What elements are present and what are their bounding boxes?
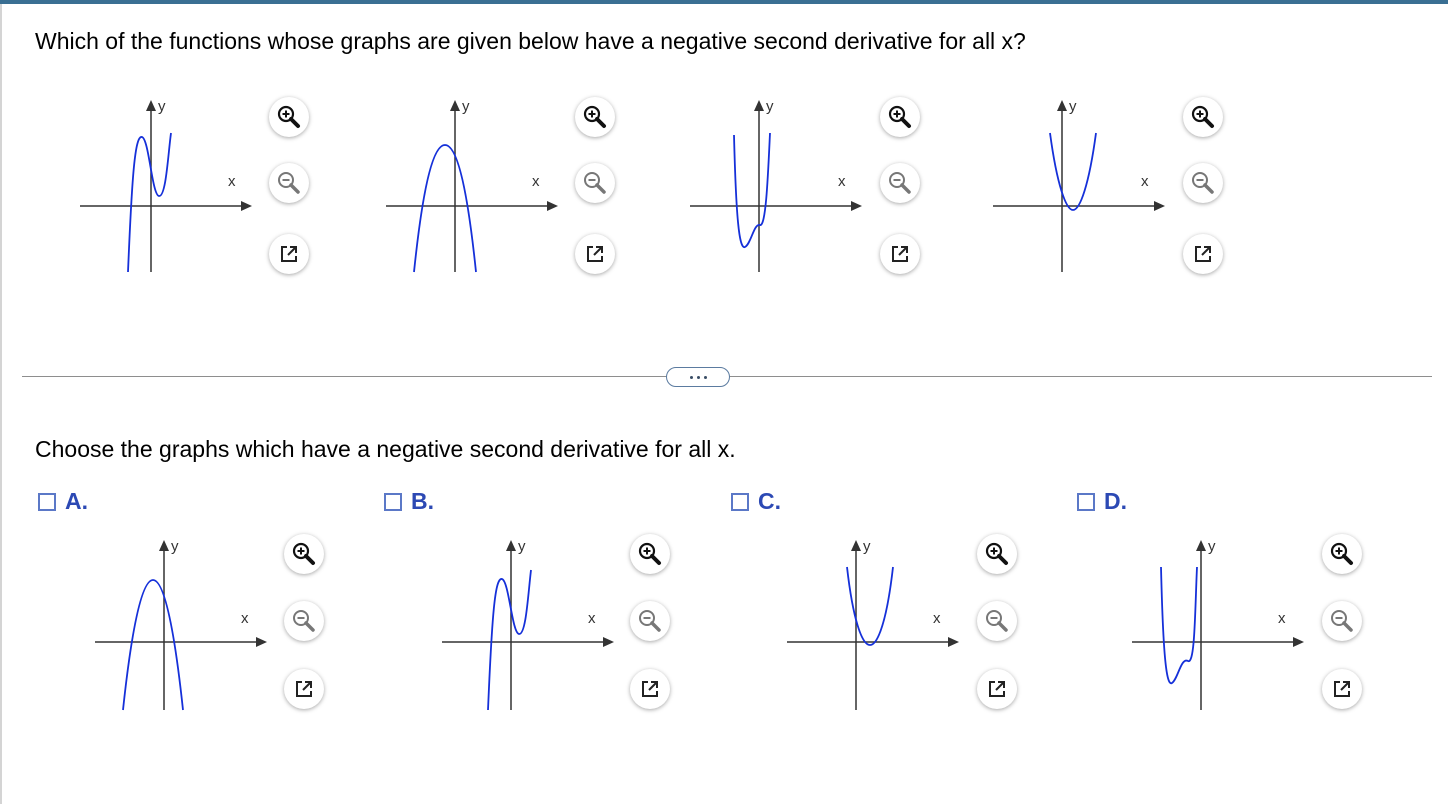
option-a-label: A.	[65, 488, 88, 514]
expand-button[interactable]	[269, 234, 309, 274]
x-axis-label: x	[532, 173, 540, 190]
x-axis-label: x	[241, 610, 249, 627]
option-d[interactable]	[1077, 488, 1127, 515]
zoom-in-button[interactable]	[1322, 534, 1362, 574]
x-axis-label: x	[838, 173, 846, 190]
zoom-in-button[interactable]	[630, 534, 670, 574]
option-c-label: C.	[758, 488, 781, 514]
expand-button[interactable]	[977, 669, 1017, 709]
zoom-in-icon	[1190, 104, 1216, 130]
x-axis-label: x	[588, 610, 596, 627]
option-a-checkbox[interactable]	[38, 493, 56, 511]
zoom-out-button[interactable]	[269, 163, 309, 203]
option-d-label: D.	[1104, 488, 1127, 514]
question-graph-2-controls	[575, 97, 619, 277]
zoom-out-button[interactable]	[977, 601, 1017, 641]
y-axis-label: y	[171, 538, 179, 555]
zoom-in-icon	[291, 541, 317, 567]
option-c[interactable]	[731, 488, 781, 515]
expand-icon	[1331, 678, 1353, 700]
zoom-out-button[interactable]	[630, 601, 670, 641]
y-axis-label: y	[158, 98, 166, 115]
zoom-out-icon	[291, 608, 317, 634]
option-b-graph-controls	[630, 534, 674, 714]
zoom-in-button[interactable]	[880, 97, 920, 137]
top-accent-bar	[0, 0, 1448, 4]
expand-button[interactable]	[630, 669, 670, 709]
expand-button[interactable]	[1183, 234, 1223, 274]
zoom-out-icon	[1329, 608, 1355, 634]
expand-icon	[584, 243, 606, 265]
expand-button[interactable]	[880, 234, 920, 274]
question-graph-3-controls	[880, 97, 924, 277]
option-b-checkbox[interactable]	[384, 493, 402, 511]
y-axis-label: y	[766, 98, 774, 115]
question-text: Which of the functions whose graphs are given below have a negative second derivative for all x?	[35, 28, 1026, 54]
question-graph-4	[993, 95, 1193, 285]
option-a[interactable]	[38, 488, 88, 515]
y-axis-label: y	[1208, 538, 1216, 555]
left-border	[0, 4, 2, 804]
zoom-out-button[interactable]	[1183, 163, 1223, 203]
zoom-out-icon	[582, 170, 608, 196]
zoom-in-icon	[582, 104, 608, 130]
zoom-in-icon	[276, 104, 302, 130]
zoom-out-icon	[1190, 170, 1216, 196]
zoom-in-button[interactable]	[284, 534, 324, 574]
option-a-graph-controls	[284, 534, 328, 714]
zoom-in-icon	[887, 104, 913, 130]
zoom-in-icon	[984, 541, 1010, 567]
more-button[interactable]	[666, 367, 730, 387]
question-graph-4-controls	[1183, 97, 1227, 277]
zoom-out-icon	[887, 170, 913, 196]
expand-icon	[986, 678, 1008, 700]
option-b-graph	[442, 535, 642, 725]
zoom-in-icon	[637, 541, 663, 567]
option-b-label: B.	[411, 488, 434, 514]
y-axis-label: y	[1069, 98, 1077, 115]
zoom-out-icon	[276, 170, 302, 196]
question-graph-3	[690, 95, 890, 285]
option-c-graph	[787, 535, 987, 725]
ellipsis-icon	[690, 376, 693, 379]
option-d-graph-controls	[1322, 534, 1366, 714]
zoom-out-icon	[984, 608, 1010, 634]
x-axis-label: x	[1141, 173, 1149, 190]
expand-icon	[1192, 243, 1214, 265]
prompt-text: Choose the graphs which have a negative second derivative for all x.	[35, 436, 736, 462]
zoom-out-button[interactable]	[1322, 601, 1362, 641]
zoom-in-button[interactable]	[977, 534, 1017, 574]
zoom-in-button[interactable]	[269, 97, 309, 137]
zoom-out-button[interactable]	[880, 163, 920, 203]
zoom-out-icon	[637, 608, 663, 634]
expand-button[interactable]	[284, 669, 324, 709]
option-b[interactable]	[384, 488, 434, 515]
x-axis-label: x	[228, 173, 236, 190]
zoom-out-button[interactable]	[575, 163, 615, 203]
zoom-in-button[interactable]	[1183, 97, 1223, 137]
option-d-graph	[1132, 535, 1332, 725]
question-graph-1	[80, 95, 280, 285]
expand-button[interactable]	[1322, 669, 1362, 709]
option-c-graph-controls	[977, 534, 1021, 714]
option-d-checkbox[interactable]	[1077, 493, 1095, 511]
y-axis-label: y	[863, 538, 871, 555]
zoom-out-button[interactable]	[284, 601, 324, 641]
question-graph-1-controls	[269, 97, 313, 277]
expand-icon	[278, 243, 300, 265]
zoom-in-button[interactable]	[575, 97, 615, 137]
expand-icon	[639, 678, 661, 700]
zoom-in-icon	[1329, 541, 1355, 567]
y-axis-label: y	[518, 538, 526, 555]
option-c-checkbox[interactable]	[731, 493, 749, 511]
y-axis-label: y	[462, 98, 470, 115]
option-a-graph	[95, 535, 295, 725]
expand-icon	[293, 678, 315, 700]
x-axis-label: x	[1278, 610, 1286, 627]
x-axis-label: x	[933, 610, 941, 627]
expand-button[interactable]	[575, 234, 615, 274]
question-graph-2	[386, 95, 586, 285]
expand-icon	[889, 243, 911, 265]
